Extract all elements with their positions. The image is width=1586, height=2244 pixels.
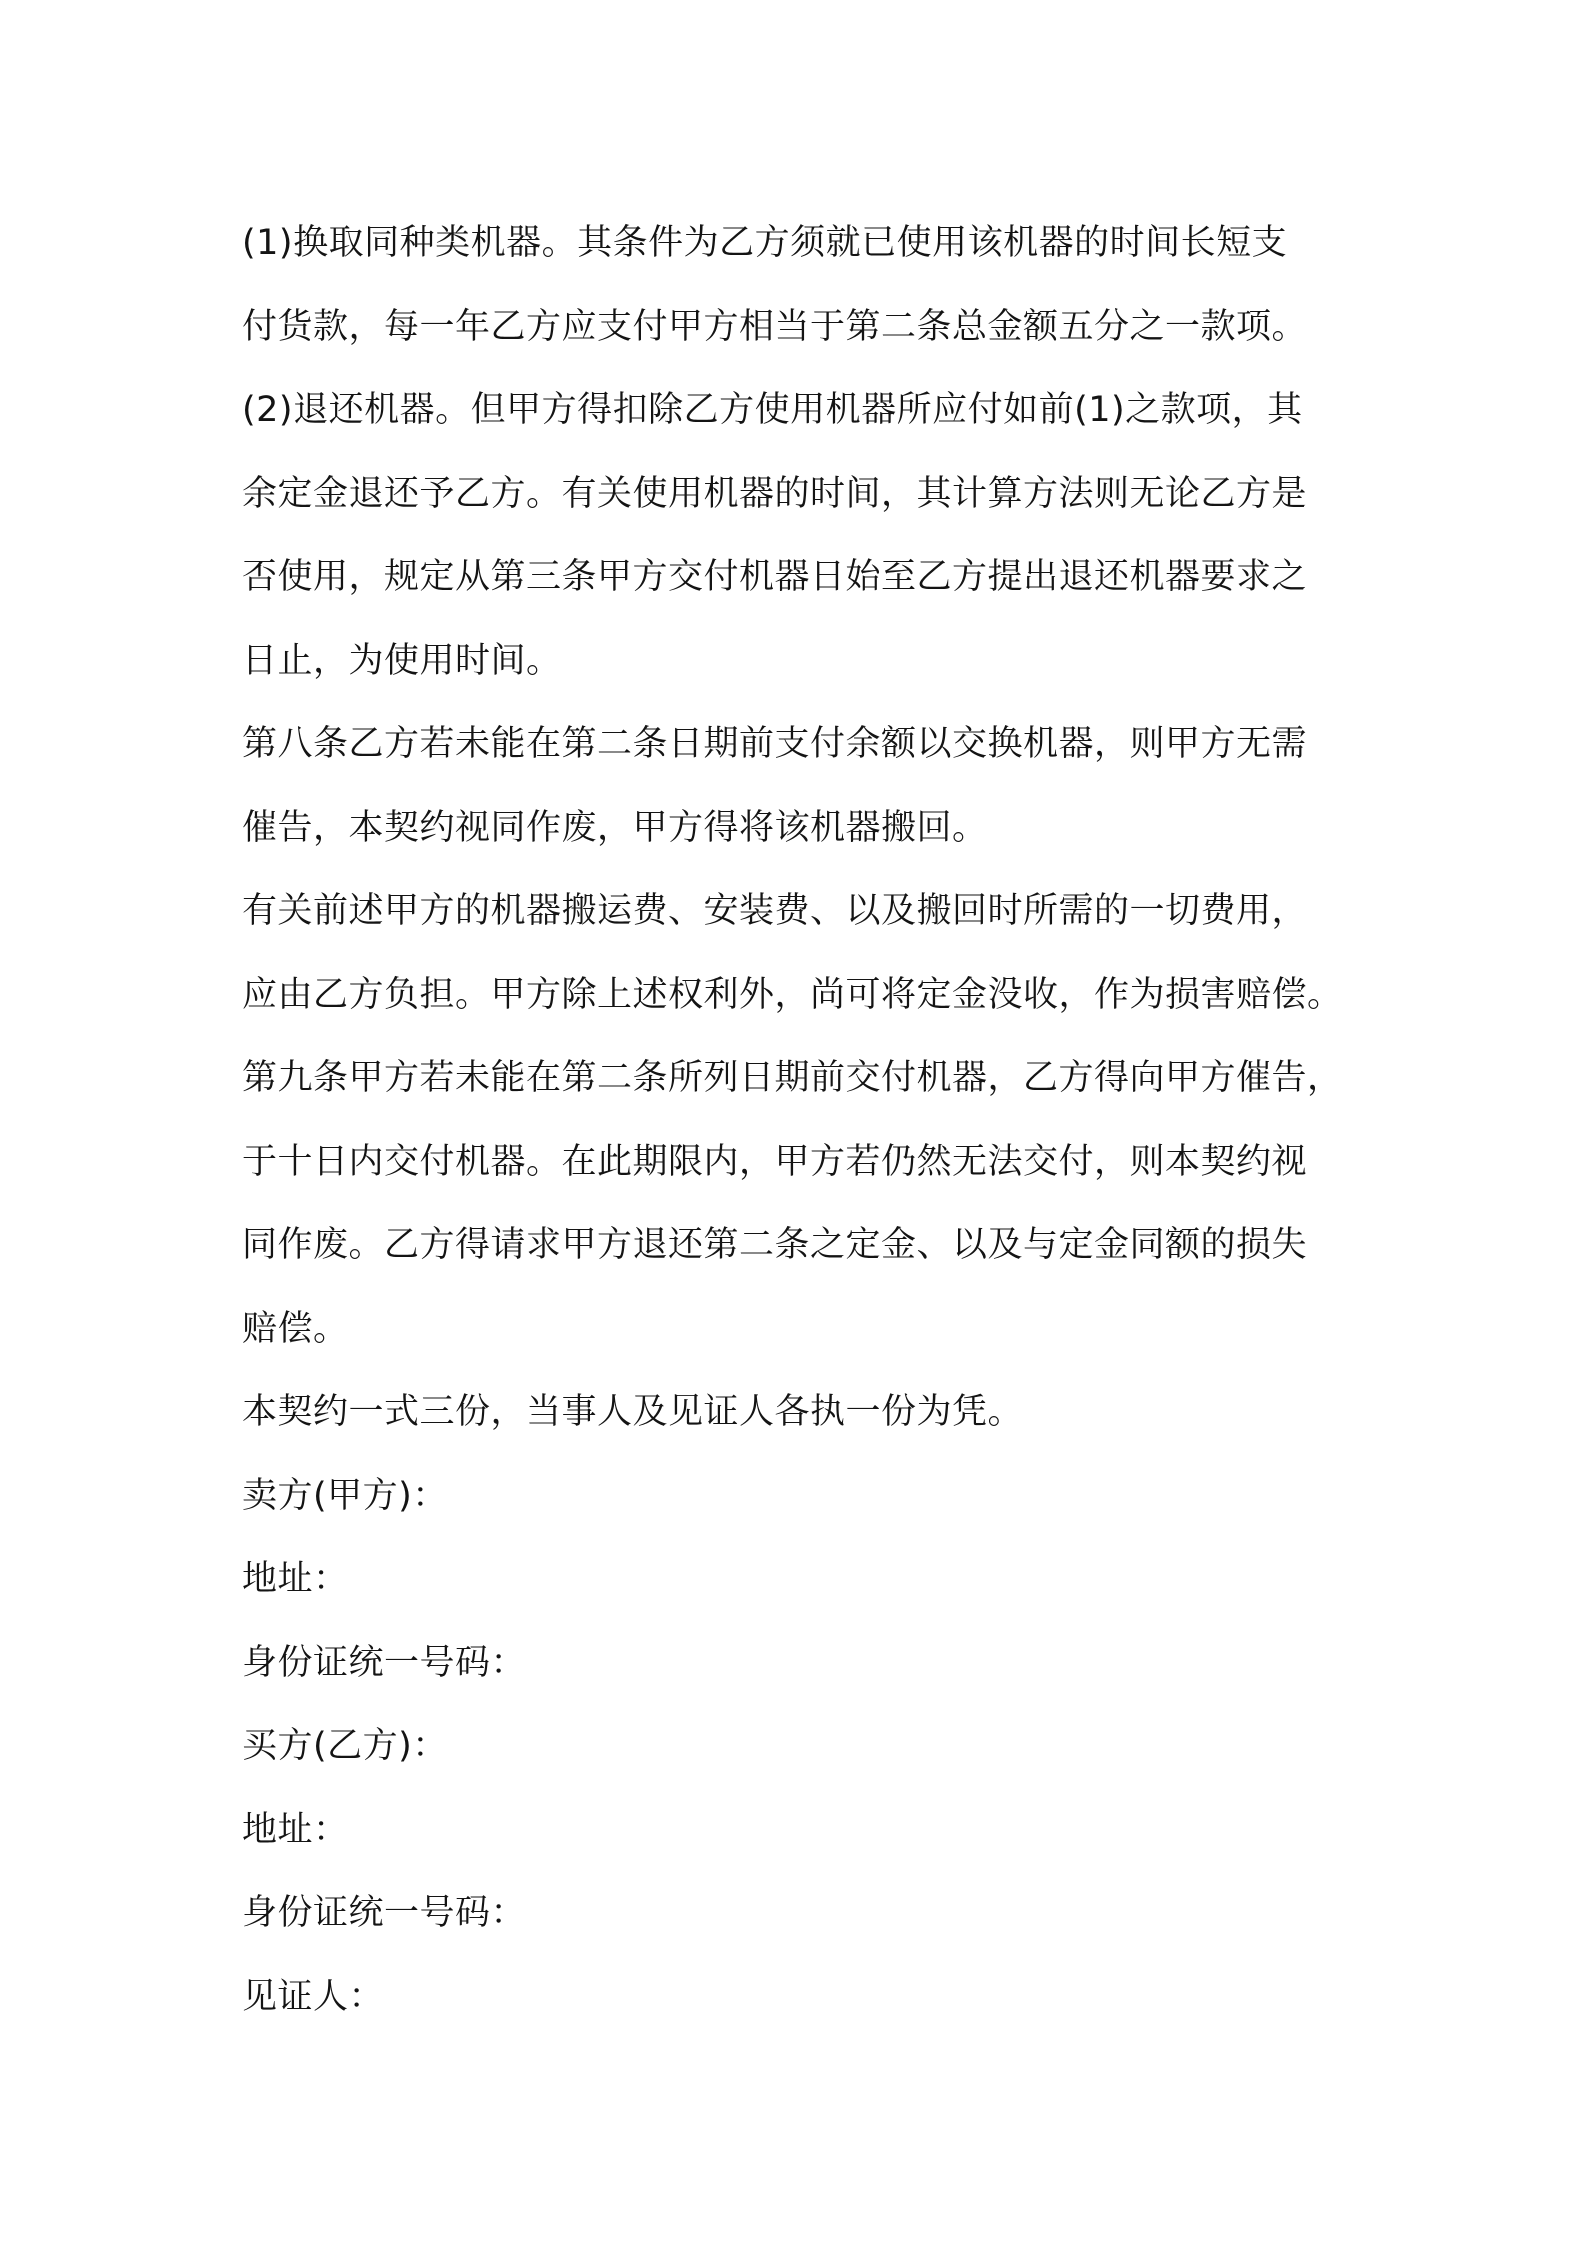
- clause-nine-line: 赔偿。: [242, 1308, 349, 1349]
- clause-line: (2)退还机器。但甲方得扣除乙方使用机器所应付如前(1)之款项，其: [242, 390, 1303, 430]
- clause-nine-line: 第九条甲方若未能在第二条所列日期前交付机器，乙方得向甲方催告，: [242, 1058, 1343, 1098]
- seller-id-label: 身份证统一号码：: [242, 1642, 527, 1683]
- buyer-label: 买方(乙方)：: [242, 1726, 448, 1766]
- clause-line: 付货款，每一年乙方应支付甲方相当于第二条总金额五分之一款项。: [242, 306, 1308, 347]
- seller-label: 卖方(甲方)：: [242, 1475, 448, 1516]
- clause-eight-line: 有关前述甲方的机器搬运费、安装费、以及搬回时所需的一切费用，: [242, 891, 1308, 931]
- clause-line: 余定金退还予乙方。有关使用机器的时间，其计算方法则无论乙方是: [242, 473, 1308, 514]
- buyer-address-label: 地址：: [242, 1809, 349, 1850]
- clause-nine-line: 于十日内交付机器。在此期限内，甲方若仍然无法交付，则本契约视: [242, 1141, 1308, 1182]
- witness-label: 见证人：: [242, 1976, 385, 2017]
- clause-line: 日止，为使用时间。: [242, 640, 562, 681]
- contract-body: [242, 202, 1392, 2039]
- clause-nine-line: 同作废。乙方得请求甲方退还第二条之定金、以及与定金同额的损失: [242, 1225, 1308, 1265]
- buyer-id-label: 身份证统一号码：: [242, 1893, 527, 1933]
- clause-eight-line: 催告，本契约视同作废，甲方得将该机器搬回。: [242, 807, 988, 848]
- copies-statement: 本契约一式三份，当事人及见证人各执一份为凭。: [242, 1392, 1024, 1432]
- clause-eight-line: 第八条乙方若未能在第二条日期前支付余额以交换机器，则甲方无需: [242, 724, 1308, 764]
- clause-line: (1)换取同种类机器。其条件为乙方须就已使用该机器的时间长短支: [242, 223, 1288, 263]
- seller-address-label: 地址：: [242, 1559, 349, 1599]
- clause-line: 否使用，规定从第三条甲方交付机器日始至乙方提出退还机器要求之: [242, 557, 1308, 597]
- clause-eight-line: 应由乙方负担。甲方除上述权利外，尚可将定金没收，作为损害赔偿。: [242, 974, 1343, 1015]
